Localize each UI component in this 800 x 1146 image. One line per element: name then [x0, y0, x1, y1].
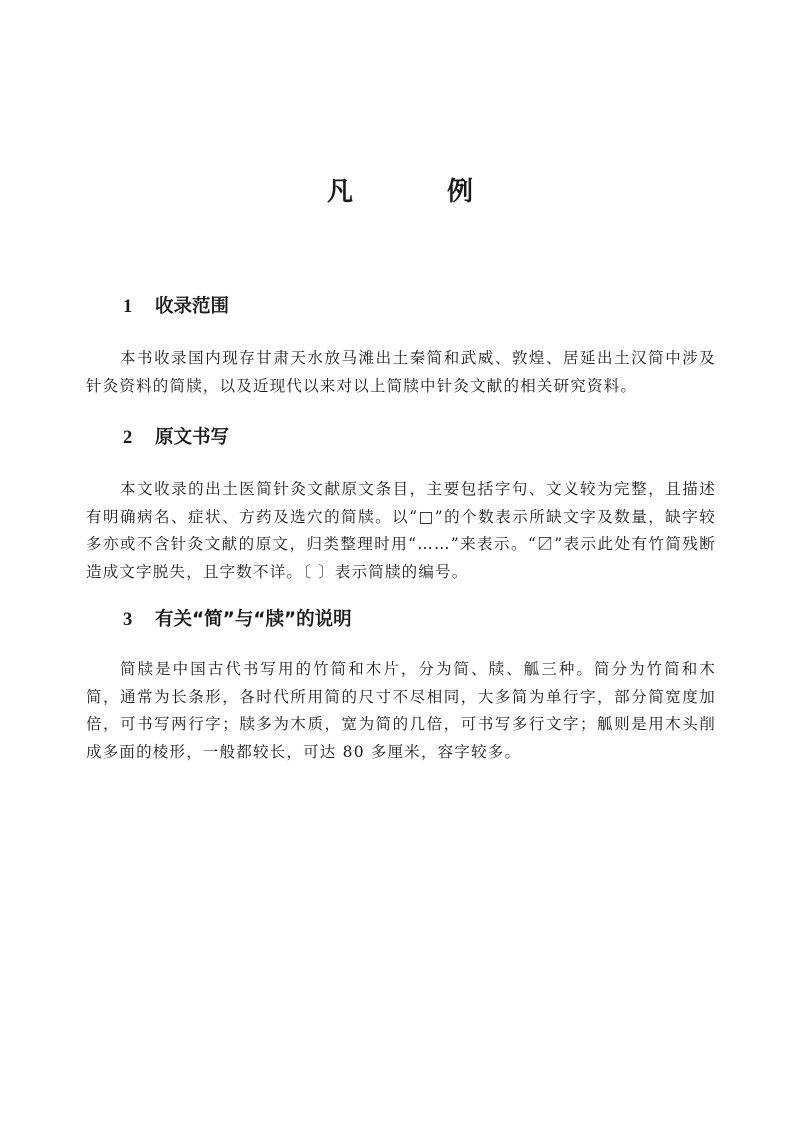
section-heading-3	[123, 605, 352, 635]
page-title: 凡 例	[326, 177, 507, 207]
section-title: 原文书写	[155, 427, 230, 448]
section-number: 3	[123, 610, 133, 630]
section-number: 2	[123, 428, 133, 448]
section-paragraph-1: 本书收录国内现存甘肃天水放马滩出土秦简和武威、敦煌、居延出土汉简中涉及针灸资料的简牍，以及近现代以来对以上简牍中针灸文献的相关研究资料。	[86, 349, 716, 395]
section-title: 收录范围	[155, 296, 230, 317]
section-title: 有关“简”与“牍”的说明	[155, 609, 352, 630]
section-paragraph-3: 简牍是中国古代书写用的竹简和木片，分为简、牍、觚三种。简分为竹简和木简，通常为长条形，各时代所用简的尺寸不尽相同，大多简为单行字，部分简宽度加倍，可书写两行字；牍多为木质，宽为简的几倍，可书写多行文字；觚则是用木头削成多面的棱形，一般都较长，可达 80 多厘米，容字较多。	[86, 660, 716, 761]
section-heading-2	[123, 423, 229, 453]
section-paragraph-2: 本文收录的出土医简针灸文献原文条目，主要包括字句、文义较为完整，且描述有明确病名、症状、方药及选穴的简牍。以“□”的个数表示所缺文字及数量，缺字较多亦或不含针灸文献的原文，归类整理时用“……”来表示。“〼”表示此处有竹简残断造成文字脱失，且字数不详。〔 〕表示简牍的编号。	[86, 480, 716, 581]
section-heading-1	[123, 292, 229, 322]
section-number: 1	[123, 297, 133, 317]
